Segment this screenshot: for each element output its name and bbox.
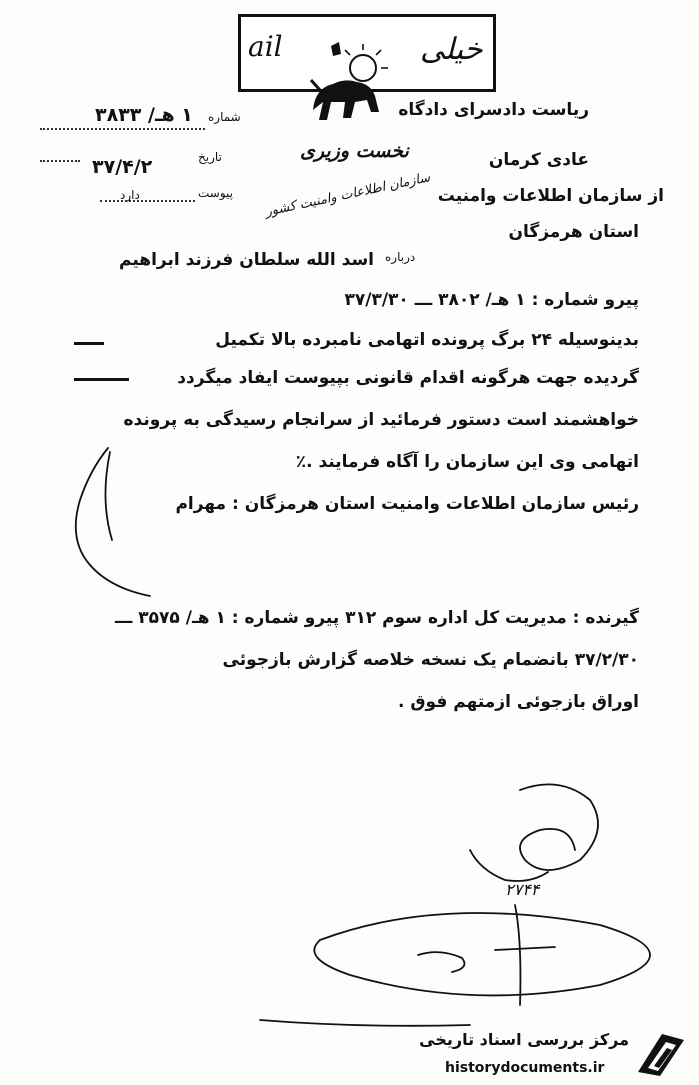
date-label: تاریخ bbox=[198, 150, 222, 164]
header-line-2: عادی کرمان bbox=[488, 150, 589, 170]
bottom-scribble bbox=[260, 1020, 470, 1026]
attachment-label: پیوست bbox=[198, 186, 233, 200]
signature-dash bbox=[495, 947, 555, 950]
body-line-1: بدینوسیله ۲۴ برگ پرونده اتهامی نامبرده بالا تکمیل bbox=[215, 330, 639, 350]
subject-label: درباره bbox=[385, 250, 416, 264]
watermark-text: مرکز بررسی اسناد تاریخی bbox=[419, 1030, 629, 1049]
body-line-4: اتهامی وی این سازمان را آگاه فرمایند .٪ bbox=[295, 452, 639, 472]
header-line-4: استان هرمزگان bbox=[508, 222, 639, 242]
body-line-2: گردیده جهت هرگونه اقدام قانونی بپیوست ایفاد میگردد bbox=[177, 368, 639, 388]
signature-line: رئیس سازمان اطلاعات وامنیت استان هرمزگان : مهرام bbox=[175, 494, 639, 514]
stamp-urgency-word: خیلی bbox=[420, 32, 483, 67]
left-margin-stroke bbox=[105, 452, 112, 540]
signature-vertical bbox=[515, 905, 520, 1005]
number-value: ۱ هـ/ ۳۸۳۳ bbox=[95, 104, 193, 126]
body-line-3: خواهشمند است دستور فرمائید از سرانجام رسیدگی به پرونده bbox=[123, 410, 639, 430]
header-line-3: از سازمان اطلاعات وامنیت bbox=[437, 186, 664, 206]
stamp-handwritten-mark: ail bbox=[248, 30, 283, 63]
recipient-line-1: گیرنده : مدیریت کل اداره سوم ۳۱۲ پیرو شماره : ۱ هـ/ ۳۵۷۵ ـــ bbox=[114, 608, 639, 628]
number-label: شماره bbox=[208, 110, 241, 124]
subject-value: اسد الله سلطان فرزند ابراهیم bbox=[119, 250, 374, 270]
attachment-value: دارد bbox=[120, 188, 140, 202]
reference-line: پیرو شماره : ۱ هـ/ ۳۸۰۲ ـــ ۳۷/۳/۳۰ bbox=[344, 290, 639, 310]
office-stamp-title: نخست وزیری bbox=[300, 140, 409, 162]
signature-upper-tail bbox=[470, 850, 548, 881]
signature-lower-loop bbox=[314, 913, 650, 995]
signature-lower-mark bbox=[418, 952, 464, 972]
recipient-line-3: اوراق بازجوئی ازمتهم فوق . bbox=[397, 692, 639, 712]
archive-logo-icon bbox=[634, 1028, 688, 1078]
signature-upper bbox=[520, 784, 598, 870]
watermark-url: historydocuments.ir bbox=[445, 1060, 605, 1076]
office-stamp-subtitle: سازمان اطلاعات وامنیت کشور bbox=[264, 170, 432, 220]
recipient-line-2: ۳۷/۲/۳۰ بانضمام یک نسخه خلاصه گزارش بازجوئی bbox=[222, 650, 639, 670]
date-value: ۳۷/۴/۲ bbox=[92, 156, 153, 178]
left-margin-arc bbox=[76, 448, 150, 596]
header-line-1: ریاست دادسرای دادگاه bbox=[398, 100, 589, 120]
annotation-number: ۲۷۴۴ bbox=[505, 880, 540, 899]
